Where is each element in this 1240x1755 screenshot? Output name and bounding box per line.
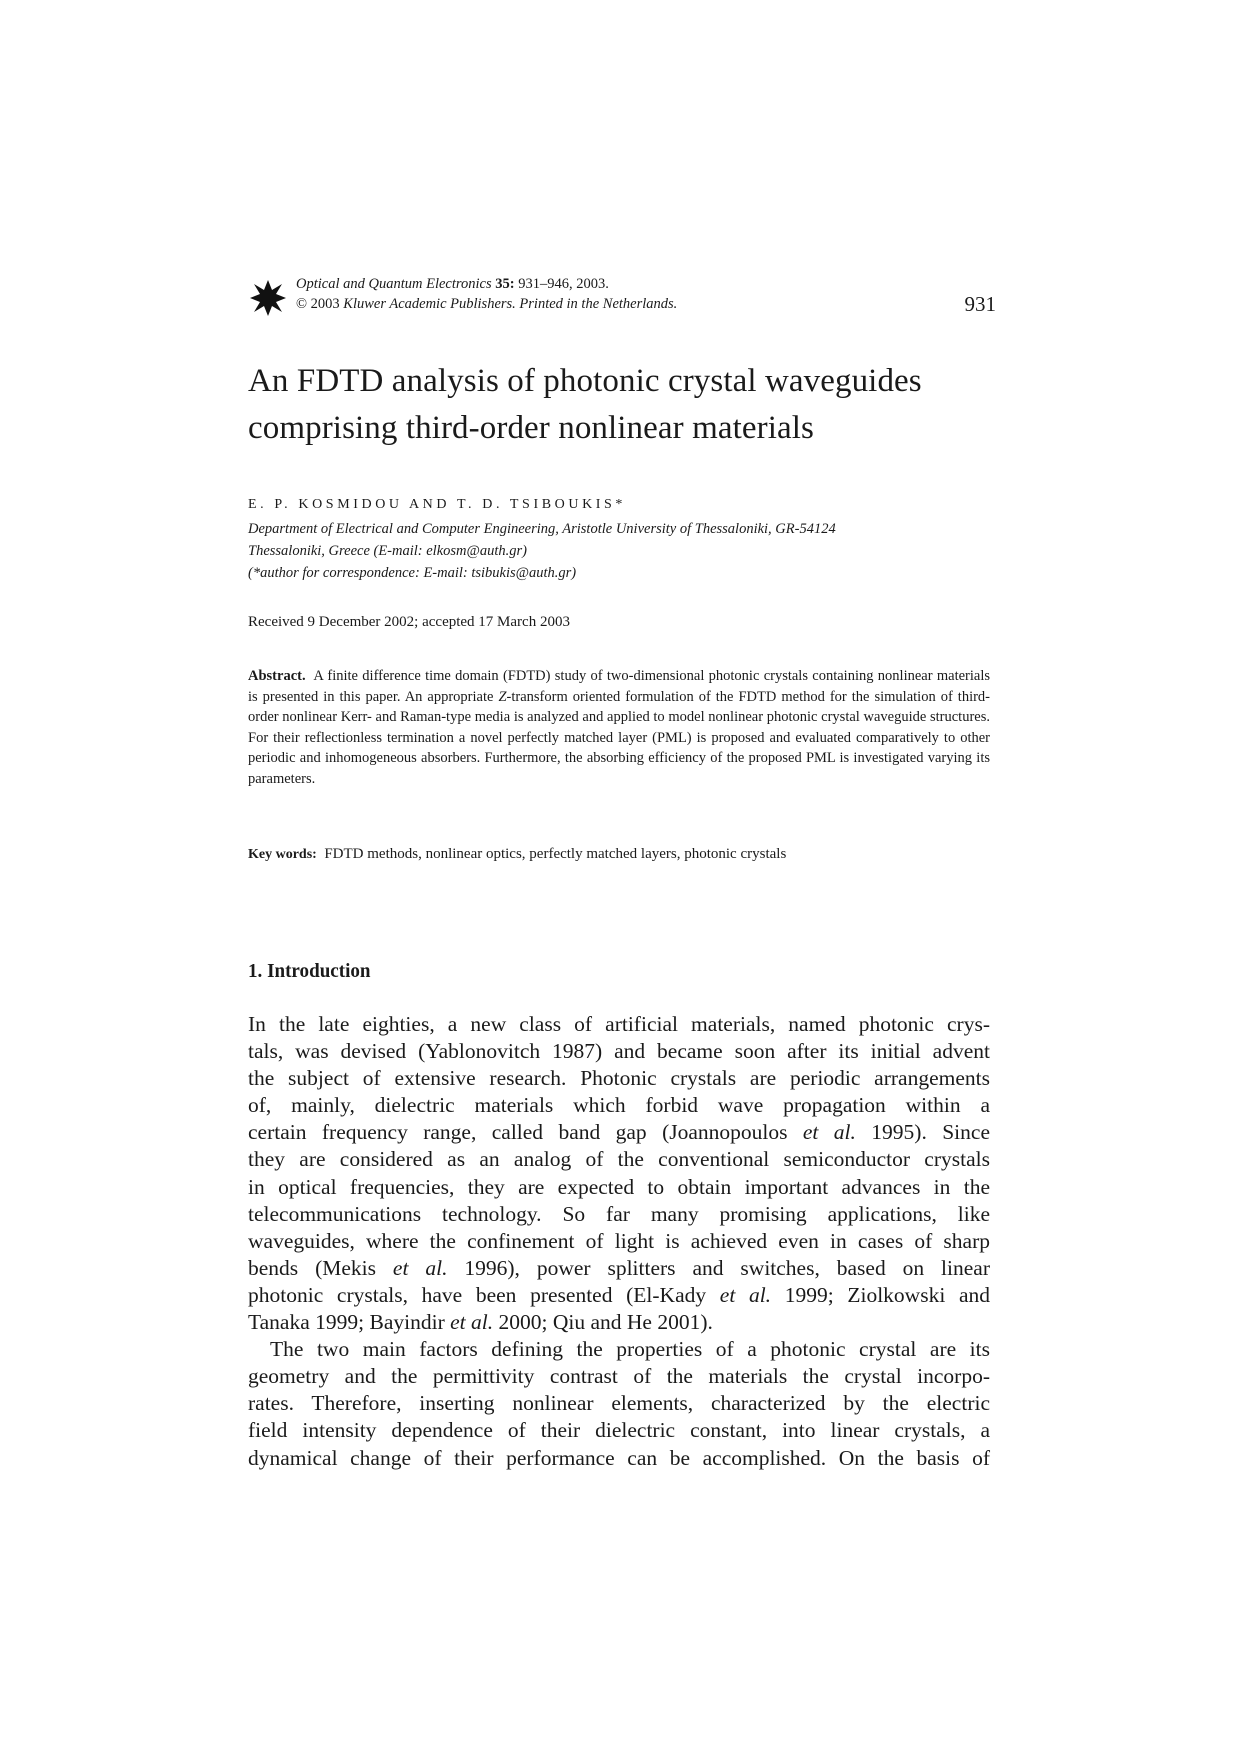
body-line: of, mainly, dielectric materials which forbid wave propagation within a (248, 1093, 990, 1118)
body-line: tals, was devised (Yablonovitch 1987) and became soon after its initial advent (248, 1039, 990, 1064)
introduction-body (248, 1011, 990, 1472)
affiliation-line: (*author for correspondence: E-mail: tsibukis@auth.gr) (248, 565, 577, 581)
received-dates: Received 9 December 2002; accepted 17 March 2003 (248, 614, 570, 630)
body-line: photonic crystals, have been presented (El-Kady et al. 1999; Ziolkowski and (248, 1282, 990, 1307)
section-heading: 1. Introduction (248, 960, 371, 982)
abstract (248, 666, 990, 790)
abstract-text: A finite difference time domain (FDTD) study of two-dimensional photonic crystals containing nonlinear materials is presented in this paper. An appropriate Z-transform oriented formulation of the FDTD method for the simulation of third-order nonlinear Kerr- and Raman-type media is analyzed and applied to model nonlinear photonic crystal waveguide structures. For their reflectionless termination a novel perfectly matched layer (PML) is proposed and evaluated comparatively to other periodic and inhomogeneous absorbers. Furthermore, the absorbing efficiency of the proposed PML is investigated varying its parameters. (248, 668, 991, 787)
affiliation-line: Department of Electrical and Computer Engineering, Aristotle University of Thessaloniki, GR-54124 (248, 521, 836, 537)
citation-et-al: et al. (392, 1255, 448, 1280)
title-line: comprising third-order nonlinear materials (248, 410, 814, 446)
journal-pages-year: 931–946, 2003. (514, 276, 609, 292)
copyright-line (296, 294, 677, 314)
body-line: telecommunications technology. So far many promising applications, like (248, 1201, 990, 1226)
copyright-symbol: © (296, 296, 308, 312)
variable-z: Z (498, 688, 507, 705)
body-line: they are considered as an analog of the conventional semiconductor crystals (248, 1147, 990, 1172)
journal-volume: 35: (495, 276, 515, 292)
author-list: E. P. KOSMIDOU AND T. D. TSIBOUKIS* (248, 497, 627, 512)
body-line: in optical frequencies, they are expected to obtain important advances in the (248, 1174, 990, 1199)
body-line: In the late eighties, a new class of artificial materials, named photonic crys- (248, 1012, 990, 1036)
body-line: the subject of extensive research. Photonic crystals are periodic arrangements (248, 1066, 990, 1091)
body-line: dynamical change of their performance can be accomplished. On the basis of (248, 1445, 990, 1470)
journal-line (296, 274, 677, 294)
body-line: certain frequency range, called band gap (Joannopoulos et al. 1995). Since (248, 1120, 990, 1145)
citation-et-al: et al. (719, 1282, 772, 1307)
body-line: geometry and the permittivity contrast of the materials the crystal incorpo- (248, 1364, 990, 1389)
publisher-text: Kluwer Academic Publishers. Printed in the Netherlands. (343, 296, 678, 312)
body-line: Tanaka 1999; Bayindir et al. 2000; Qiu and He 2001). (248, 1310, 713, 1335)
body-line: rates. Therefore, inserting nonlinear elements, characterized by the electric (248, 1391, 990, 1416)
body-line: waveguides, where the confinement of light is achieved even in cases of sharp (248, 1228, 990, 1253)
author-affiliation (248, 518, 1008, 584)
journal-header (248, 274, 996, 322)
affiliation-line: Thessaloniki, Greece (E-mail: elkosm@auth.gr) (248, 543, 527, 559)
citation-et-al: et al. (802, 1120, 856, 1145)
copyright-year: 2003 (307, 296, 344, 312)
keywords-label: Key words: (248, 847, 317, 862)
body-line: bends (Mekis et al. 1996), power splitters and switches, based on linear (248, 1255, 990, 1280)
journal-name: Optical and Quantum Electronics (296, 276, 492, 292)
paper-title (248, 358, 1008, 452)
abstract-label: Abstract. (248, 668, 306, 684)
body-line: The two main factors defining the properties of a photonic crystal are its (270, 1337, 990, 1362)
keywords (248, 844, 786, 865)
page-number: 931 (964, 292, 996, 316)
journal-citation (296, 274, 677, 314)
publisher-logo-icon (248, 278, 288, 318)
body-line: field intensity dependence of their dielectric constant, into linear crystals, a (248, 1418, 990, 1443)
citation-et-al: et al. (450, 1310, 494, 1335)
title-line: An FDTD analysis of photonic crystal waveguides (248, 363, 922, 399)
keywords-text: FDTD methods, nonlinear optics, perfectly matched layers, photonic crystals (324, 846, 787, 862)
